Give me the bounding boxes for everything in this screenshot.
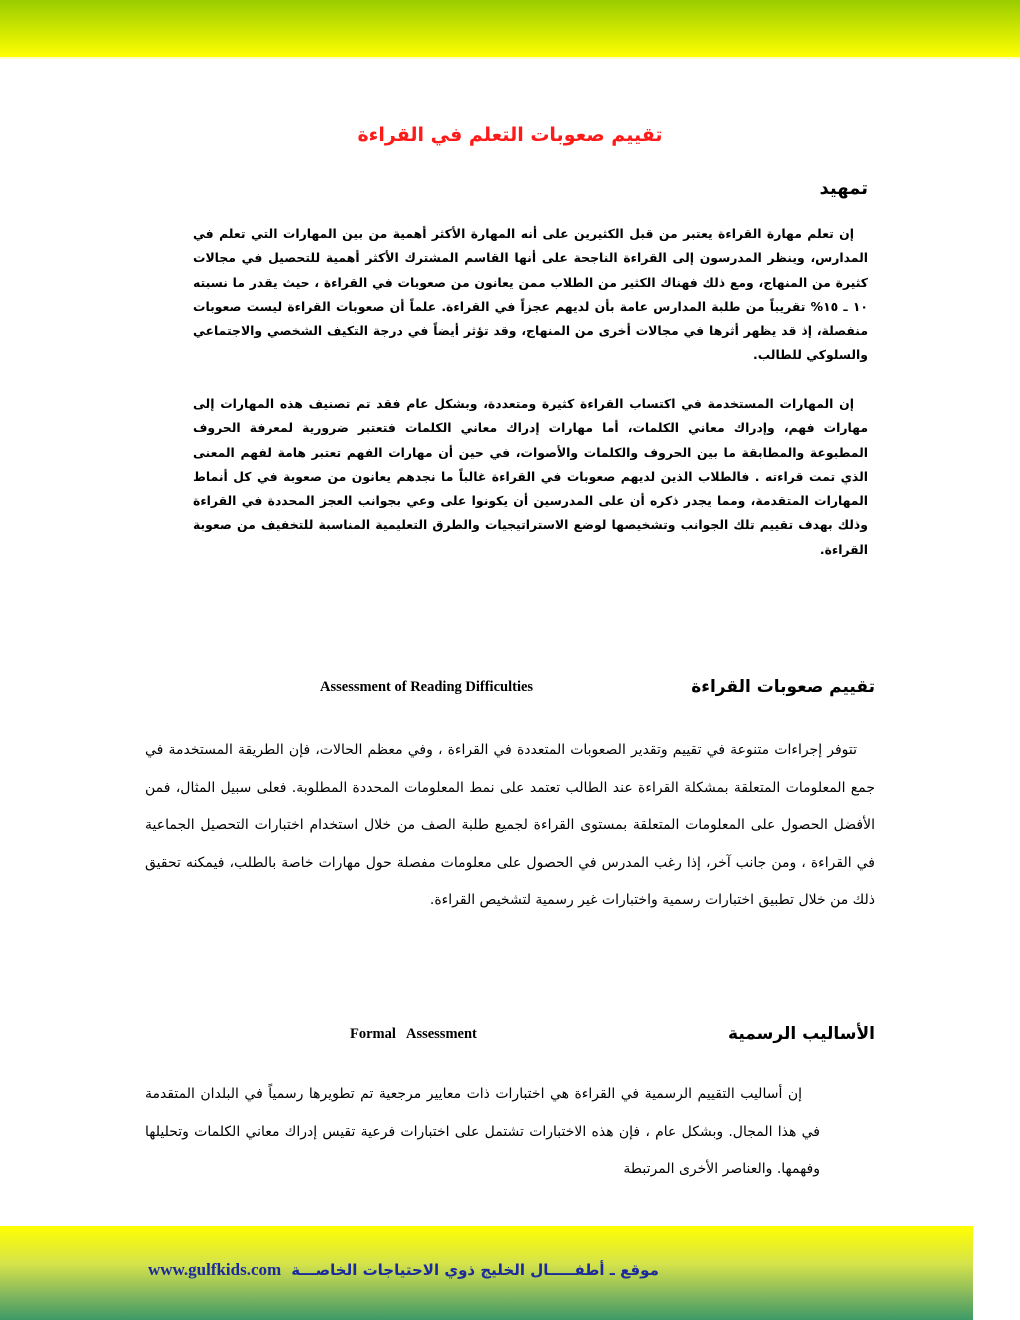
intro-paragraph-2 — [193, 392, 868, 562]
footer-url-link[interactable]: www.gulfkids.com — [148, 1260, 282, 1279]
intro-paragraph-2-text: إن المهارات المستخدمة في اكتساب القراءة كثيرة ومتعددة، وبشكل عام فقد تم تصنيف هذه المهارات إلى مهارات فهم، وإدراك معاني الكلمات، أما مهارات إدراك معاني الكلمات فتعتبر ضرورية لمعرفة الحروف المطبوعة والمطابقة ما بين الحروف والكلمات والأصوات، في حين أن مهارات الفهم تعتبر هامة لفهم المعنى الذي تمت قراءته . فالطلاب الذين لديهم صعوبات في القراءة غالباً ما نجدهم يعانون من صعوبة في كل أنماط المهارات المتقدمة، ومما يجدر ذكره أن على المدرسين أن يكونوا على وعي بجوانب العجز المحددة في القراءة وذلك بهدف تقييم تلك الجوانب وتشخيصها لوضع الاستراتيجيات والطرق التعليمية المناسبة للتخفيف من صعوبة القراءة. — [193, 396, 868, 557]
intro-heading: تمهيد — [819, 178, 868, 199]
formal-paragraph — [145, 1076, 820, 1189]
document-title: تقييم صعوبات التعلم في القراءة — [357, 124, 663, 146]
intro-paragraph-1-text: إن تعلم مهارة القراءة يعتبر من قبل الكثيرين على أنه المهارة الأكثر أهمية من بين المهارات التي تعلم في المدارس، وينظر المدرسون إلى القراءة الناجحة على أنها القاسم المشترك الأكثر أهمية للتحصيل في مجالات كثيرة من المنهاج، ومع ذلك فهناك الكثير من الطلاب ممن يعانون من صعوبات في القراءة ، حيث يقدر ما نسبته ١٠ ـ ١٥% تقريباً من طلبة المدارس عامة بأن لديهم عجزاً في القراءة. علماً أن صعوبات القراءة ليست صعوبات منفصلة، إذ قد يظهر أثرها في مجالات أخرى من المنهاج، وقد تؤثر أيضاً في درجة التكيف الشخصي والاجتماعي والسلوكي للطالب. — [193, 226, 868, 363]
assessment-paragraph — [145, 732, 875, 920]
top-band-edge — [0, 57, 1020, 59]
assessment-heading-en: Assessment of Reading Difficulties — [320, 678, 534, 695]
assessment-paragraph-text: تتوفر إجراءات متنوعة في تقييم وتقدير الصعوبات المتعددة في القراءة ، وفي معظم الحالات، فإن الطريقة المستخدمة في جمع المعلومات المتعلقة بمشكلة القراءة عند الطالب تعتمد على نمط المعلومات المحددة المطلوبة. فعلى سبيل المثال، فمن الأفضل الحصول على المعلومات المتعلقة بمستوى القراءة لجميع طلبة الصف من خلال استخدام اختبارات التحصيل الجماعية في القراءة ، ومن جانب آخر، إذا رغب المدرس في الحصول على معلومات مفصلة حول مهارات خاصة بالطلب، فيمكنه تحقيق ذلك من خلال تطبيق اختبارات رسمية واختبارات غير رسمية لتشخيص القراءة. — [145, 742, 875, 908]
formal-heading-en: Formal Assessment — [350, 1025, 477, 1042]
assessment-heading-ar: تقييم صعوبات القراءة — [691, 677, 875, 697]
assessment-section-heading — [320, 677, 875, 697]
formal-paragraph-text: إن أساليب التقييم الرسمية في القراءة هي اختبارات ذات معايير مرجعية تم تطويرها رسمياً في البلدان المتقدمة في هذا المجال. وبشكل عام ، فإن هذه الاختبارات تشتمل على اختبارات فرعية تقيس إدراك معاني الكلمات وتحليلها وفهمها. والعناصر الأخرى المرتبطة — [145, 1086, 820, 1177]
footer — [148, 1258, 708, 1282]
formal-section-heading — [350, 1024, 875, 1044]
top-header-band — [0, 0, 1020, 57]
formal-heading-ar: الأساليب الرسمية — [728, 1024, 875, 1044]
intro-paragraph-1 — [193, 222, 868, 368]
footer-site-name: موقع ـ أطفـــــال الخليج ذوي الاحتياجات الخاصـــة — [291, 1261, 659, 1279]
